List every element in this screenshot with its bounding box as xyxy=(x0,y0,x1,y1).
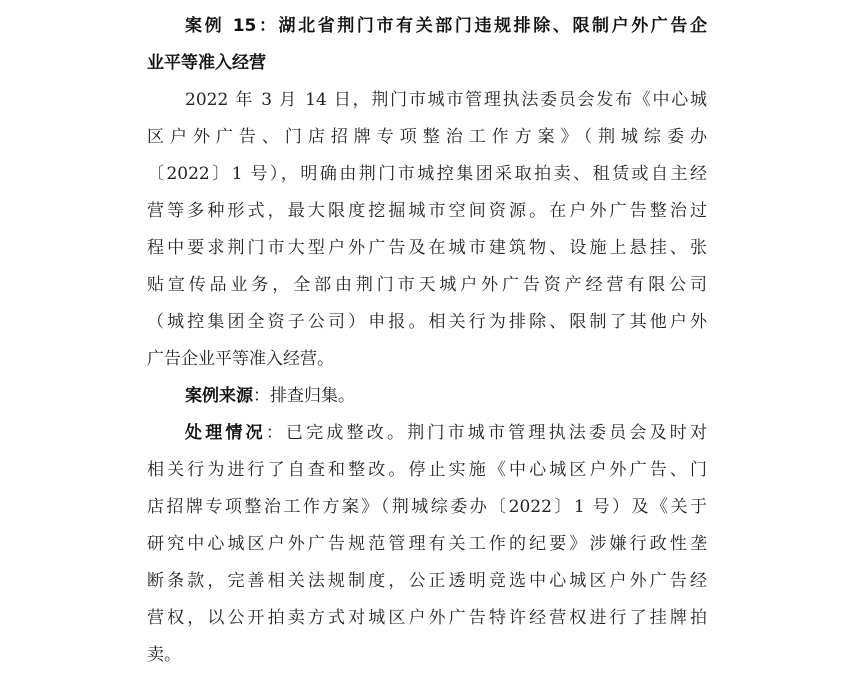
handling-label: 处理情况 xyxy=(185,423,266,443)
body-line-6: 贴宣传品业务，全部由荆门市天城户外广告资产经营有限公司 xyxy=(147,275,707,295)
handling-line-4: 研究中心城区户外广告规范管理有关工作的纪要》涉嫌行政性垄 xyxy=(147,534,707,554)
case-source-text: ：排查归集。 xyxy=(253,386,355,406)
body-line-1: 2022 年 3 月 14 日，荆门市城市管理执法委员会发布《中心城 xyxy=(185,90,707,110)
case-source xyxy=(147,378,707,415)
case-title-line-1: 案例 15：湖北省荆门市有关部门违规排除、限制户外广告企 xyxy=(185,16,707,36)
body-line-4: 营等多种形式，最大限度挖掘城市空间资源。在户外广告整治过 xyxy=(147,201,707,221)
handling-line-3: 店招牌专项整治工作方案》（荆城综委办〔2022〕1 号）及《关于 xyxy=(147,497,707,517)
handling-line-5: 断条款，完善相关法规制度，公正透明竞选中心城区户外广告经 xyxy=(147,571,707,591)
case-title-line-2: 业平等准入经营 xyxy=(147,53,266,73)
handling-line-2: 相关行为进行了自查和整改。停止实施《中心城区户外广告、门 xyxy=(147,460,707,480)
body-line-3: 〔2022〕1 号），明确由荆门市城控集团采取拍卖、租赁或自主经 xyxy=(147,164,707,184)
body-line-2: 区户外广告、门店招牌专项整治工作方案》（荆城综委办 xyxy=(147,127,707,147)
body-line-5: 程中要求荆门市大型户外广告及在城市建筑物、设施上悬挂、张 xyxy=(147,238,707,258)
handling-line-7: 卖。 xyxy=(147,645,181,665)
handling-line-6: 营权，以公开拍卖方式对城区户外广告特许经营权进行了挂牌拍 xyxy=(147,608,707,628)
handling-first-text: ：已完成整改。荆门市城市管理执法委员会及时对 xyxy=(265,423,708,443)
case-source-label: 案例来源 xyxy=(185,386,253,406)
body-line-7: （城控集团全资子公司）申报。相关行为排除、限制了其他户外 xyxy=(147,312,707,332)
body-line-8: 广告企业平等准入经营。 xyxy=(147,349,334,369)
handling-line-1 xyxy=(147,415,707,452)
